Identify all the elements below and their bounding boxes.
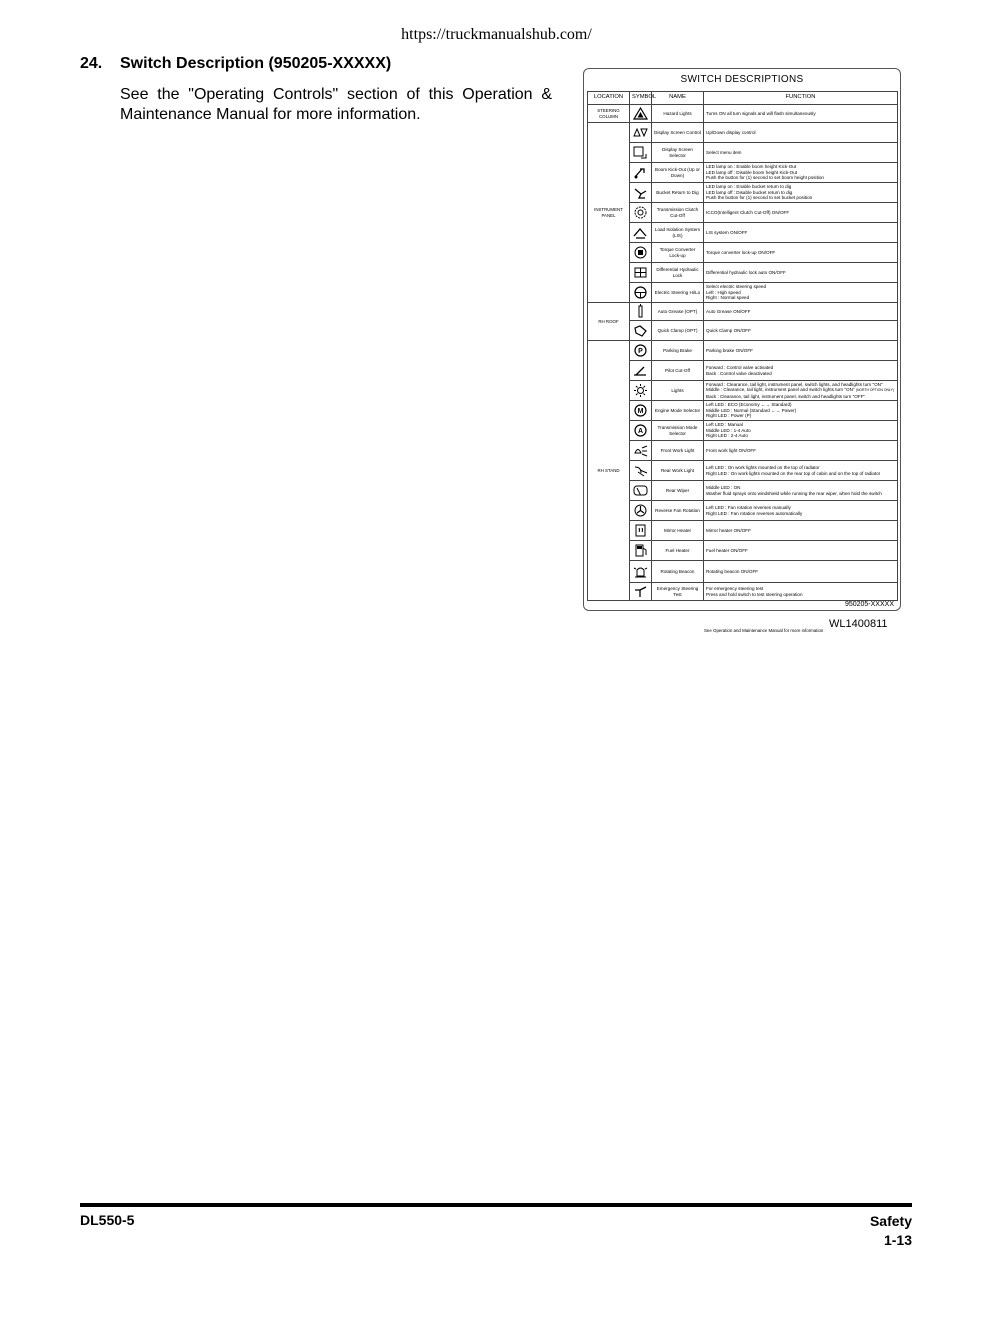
symbol-cell xyxy=(630,183,652,203)
symbol-cell xyxy=(630,561,652,583)
table-row xyxy=(588,521,898,541)
switch-function xyxy=(704,583,898,601)
table-row xyxy=(588,263,898,283)
switch-name: Reverse Fan Rotation xyxy=(652,501,704,521)
switch-function xyxy=(704,541,898,561)
function-line: Left LED : ECO (Economy ←→ Standard) xyxy=(706,402,792,408)
symbol-cell xyxy=(630,203,652,223)
trans-mode-icon xyxy=(632,423,649,438)
front-work-light-icon xyxy=(632,443,649,458)
torque-converter-icon xyxy=(632,245,649,260)
load-isolation-icon xyxy=(632,225,649,240)
table-row xyxy=(588,203,898,223)
label-code: 950205-XXXXX xyxy=(844,601,894,608)
switch-function xyxy=(704,481,898,501)
footer-section: Safety xyxy=(869,1213,912,1229)
switch-function xyxy=(704,441,898,461)
switch-name: Pilot Cut-Off xyxy=(652,361,704,381)
function-line: LED lamp off : Disable bucket return to dig xyxy=(706,189,793,195)
location-cell: STEERING COLUMN xyxy=(588,105,630,123)
table-row xyxy=(588,341,898,361)
switch-function xyxy=(704,381,898,401)
switch-name: Rear Wiper xyxy=(652,481,704,501)
symbol-cell xyxy=(630,361,652,381)
function-line: Left LED : Fan rotation reverses manually xyxy=(706,504,791,510)
switch-name: Front Work Light xyxy=(652,441,704,461)
function-line: Turns ON all turn signals and will flash simultaneously xyxy=(706,110,816,116)
svg-text:P: P xyxy=(638,348,643,355)
switch-function xyxy=(704,561,898,583)
label-title: SWITCH DESCRIPTIONS xyxy=(680,74,804,85)
source-url: https://truckmanualshub.com/ xyxy=(401,26,592,43)
switch-name: Hazard Lights xyxy=(652,105,704,123)
symbol-cell xyxy=(630,341,652,361)
switch-table xyxy=(587,91,898,601)
switch-function xyxy=(704,263,898,283)
table-row xyxy=(588,183,898,203)
function-line: Right LED : Power (P) xyxy=(706,413,752,419)
table-row xyxy=(588,321,898,341)
function-line: Left : High speed xyxy=(706,289,741,295)
function-line: Left LED : Manual xyxy=(706,422,743,428)
table-row xyxy=(588,163,898,183)
table-row xyxy=(588,381,898,401)
symbol-cell xyxy=(630,223,652,243)
table-header-row xyxy=(588,92,898,105)
parking-brake-icon xyxy=(632,343,649,358)
mirror-heater-icon xyxy=(632,523,649,538)
switch-name: Auto Grease (OPT) xyxy=(652,303,704,321)
location-cell: INSTRUMENT PANEL xyxy=(588,123,630,303)
function-line: Parking brake ON/OFF xyxy=(706,347,753,353)
table-row xyxy=(588,223,898,243)
symbol-cell xyxy=(630,321,652,341)
function-line: ICCO(Intelligent Clutch Cut-Off) ON/OFF xyxy=(706,209,790,215)
function-line: Front work light ON/OFF xyxy=(706,447,757,453)
symbol-cell xyxy=(630,501,652,521)
symbol-cell xyxy=(630,461,652,481)
switch-function xyxy=(704,203,898,223)
function-line: Middle LED : ON xyxy=(706,484,741,490)
switch-function xyxy=(704,361,898,381)
symbol-cell xyxy=(630,263,652,283)
switch-function xyxy=(704,223,898,243)
function-line: Back : Control valve deactivated xyxy=(706,370,772,376)
table-row xyxy=(588,561,898,583)
function-line: Auto Grease ON/OFF xyxy=(706,308,751,314)
function-line: Middle LED : Normal (Standard ←→ Power) xyxy=(706,407,797,413)
symbol-cell xyxy=(630,143,652,163)
switch-name: Transmission Clutch Cut-Off xyxy=(652,203,704,223)
col-location: LOCATION xyxy=(588,92,630,105)
function-line: Select menu item xyxy=(706,149,742,155)
function-line: Quick Clamp ON/OFF xyxy=(706,327,751,333)
symbol-cell xyxy=(630,163,652,183)
switch-name: Boom Kick-Out (Up or Down) xyxy=(652,163,704,183)
boom-kickout-icon xyxy=(632,165,649,180)
function-line: LIS system ON/OFF xyxy=(706,229,748,235)
switch-function xyxy=(704,123,898,143)
switch-function xyxy=(704,521,898,541)
svg-text:M: M xyxy=(637,408,644,415)
function-line: Rotating beacon ON/OFF xyxy=(706,568,759,574)
display-select-icon xyxy=(632,145,649,160)
switch-function xyxy=(704,341,898,361)
footer-page: 1-13 xyxy=(883,1232,912,1248)
function-line: Fuel heater ON/OFF xyxy=(706,547,748,553)
function-line: LED lamp on : Enable boom height Kick-Out xyxy=(706,164,797,170)
function-line: Torque converter lock-up ON/OFF xyxy=(706,249,776,255)
switch-name: Electric Steering Hi/Lo xyxy=(652,283,704,303)
function-line: Forward : Control valve activated xyxy=(706,364,774,370)
switch-name: Differential Hydraulic Lock xyxy=(652,263,704,283)
fuel-heater-icon xyxy=(632,543,649,558)
table-row xyxy=(588,283,898,303)
function-line: Differential hydraulic lock auto ON/OFF xyxy=(706,269,786,275)
label-footnote: See Operation and Maintenance Manual for more information xyxy=(704,628,824,633)
switch-name: Engine Mode Selector xyxy=(652,401,704,421)
switch-name: Fuel Heater xyxy=(652,541,704,561)
emergency-steering-icon xyxy=(632,584,649,599)
switch-name: Load Isolation System (LIS) xyxy=(652,223,704,243)
display-up-down-icon xyxy=(632,125,649,140)
symbol-cell xyxy=(630,303,652,321)
switch-name: Display Screen Control xyxy=(652,123,704,143)
function-line: Mirror heater ON/OFF xyxy=(706,527,751,533)
switch-name: Rotating Beacon xyxy=(652,561,704,583)
function-line: LED lamp on : Enable bucket return to dig xyxy=(706,184,792,190)
function-line: Washer fluid sprays onto windshield while running the rear wiper, when hold the switch xyxy=(706,490,882,496)
hazard-icon xyxy=(632,106,649,121)
location-cell: RH STAND xyxy=(588,341,630,601)
switch-name: Rear Work Light xyxy=(652,461,704,481)
rotating-beacon-icon xyxy=(632,564,649,579)
rear-work-light-icon xyxy=(632,463,649,478)
function-line: Push the button for (1) second to set boom height position xyxy=(706,175,824,181)
table-row xyxy=(588,123,898,143)
section-number: 24. xyxy=(80,55,103,72)
symbol-cell xyxy=(630,283,652,303)
bucket-return-icon xyxy=(632,185,649,200)
function-line: Up/Down display control xyxy=(706,129,756,135)
table-row xyxy=(588,441,898,461)
symbol-cell xyxy=(630,441,652,461)
footer-rule xyxy=(80,1203,912,1207)
switch-name: Lights xyxy=(652,381,704,401)
function-line: Press and hold switch to test steering operation xyxy=(706,591,803,597)
switch-function xyxy=(704,421,898,441)
symbol-cell xyxy=(630,481,652,501)
table-row xyxy=(588,481,898,501)
symbol-cell xyxy=(630,541,652,561)
section-body: See the "Operating Controls" section of this Operation & Maintenance Manual for more information. xyxy=(120,86,552,123)
switch-function xyxy=(704,461,898,481)
function-line: Middle : Clearance, tail light, instrument panel and switch lights turn "ON" (NORTH OPTION ONLY) xyxy=(706,387,894,393)
switch-name: Mirror Heater xyxy=(652,521,704,541)
table-row xyxy=(588,421,898,441)
table-row xyxy=(588,143,898,163)
function-line: Back : Clearance, tail light, instrument panel, switch and headlights turn "OFF" xyxy=(706,393,866,399)
function-line: For emergency steering test xyxy=(706,585,764,591)
table-row xyxy=(588,401,898,421)
section-heading xyxy=(80,55,391,73)
function-line: Right LED : Fan rotation reverses automatically xyxy=(706,510,803,516)
switch-name: Transmission Mode Selector xyxy=(652,421,704,441)
function-line: Right LED : On work lights mounted on the rear top of cabin and on the top of radiator xyxy=(706,470,881,476)
function-line: Left LED : On work lights mounted on the top of radiator xyxy=(706,464,820,470)
table-row xyxy=(588,461,898,481)
function-line: Forward : Clearance, tail light, instrument panel, switch lights, and headlights turn "ON" xyxy=(706,381,883,387)
table-row xyxy=(588,105,898,123)
function-note: (NORTH OPTION ONLY) xyxy=(855,388,894,393)
figure-id: WL1400811 xyxy=(829,618,888,630)
function-line: Push the button for (1) second to set bucket position xyxy=(706,195,813,201)
switch-function xyxy=(704,105,898,123)
col-symbol: SYMBOL xyxy=(630,92,652,105)
table-row xyxy=(588,243,898,263)
rear-wiper-icon xyxy=(632,483,649,498)
switch-function xyxy=(704,163,898,183)
symbol-cell xyxy=(630,583,652,601)
symbol-cell xyxy=(630,521,652,541)
diff-lock-icon xyxy=(632,265,649,280)
function-line: Middle LED : 1-4 Auto xyxy=(706,427,751,433)
clutch-cutoff-icon xyxy=(632,205,649,220)
switch-name: Display Screen Selector xyxy=(652,143,704,163)
svg-text:A: A xyxy=(637,428,644,435)
table-row xyxy=(588,583,898,601)
col-name: NAME xyxy=(652,92,704,105)
switch-name: Emergency Steering Test xyxy=(652,583,704,601)
switch-function xyxy=(704,401,898,421)
switch-function xyxy=(704,283,898,303)
switch-name: Torque Converter Lock-up xyxy=(652,243,704,263)
table-row xyxy=(588,541,898,561)
switch-function xyxy=(704,243,898,263)
symbol-cell xyxy=(630,401,652,421)
switch-name: Quick Clamp (OPT) xyxy=(652,321,704,341)
switch-function xyxy=(704,303,898,321)
switch-name: Parking Brake xyxy=(652,341,704,361)
symbol-cell xyxy=(630,243,652,263)
grease-gun-icon xyxy=(632,304,649,319)
table-row xyxy=(588,361,898,381)
pilot-cutoff-icon xyxy=(632,363,649,378)
steering-wheel-icon xyxy=(632,285,649,300)
function-line: Right LED : 2-4 Auto xyxy=(706,433,748,439)
table-row xyxy=(588,501,898,521)
symbol-cell xyxy=(630,381,652,401)
switch-function xyxy=(704,321,898,341)
reverse-fan-icon xyxy=(632,503,649,518)
symbol-cell xyxy=(630,421,652,441)
engine-mode-icon xyxy=(632,403,649,418)
function-line: Right : Normal speed xyxy=(706,295,750,301)
switch-function xyxy=(704,501,898,521)
symbol-cell xyxy=(630,123,652,143)
footer-model: DL550-5 xyxy=(80,1212,135,1228)
switch-name: Bucket Return to Dig xyxy=(652,183,704,203)
symbol-cell xyxy=(630,105,652,123)
table-row xyxy=(588,303,898,321)
function-line: LED lamp off : Disable boom height Kick-Out xyxy=(706,169,798,175)
lights-icon xyxy=(632,383,649,398)
col-function: FUNCTION xyxy=(704,92,898,105)
switch-function xyxy=(704,183,898,203)
quick-clamp-icon xyxy=(632,323,649,338)
function-line: Select electric steering speed xyxy=(706,284,767,290)
footer-right xyxy=(870,1212,912,1250)
section-title: Switch Description (950205-XXXXX) xyxy=(120,55,392,72)
location-cell: RH ROOF xyxy=(588,303,630,341)
switch-function xyxy=(704,143,898,163)
